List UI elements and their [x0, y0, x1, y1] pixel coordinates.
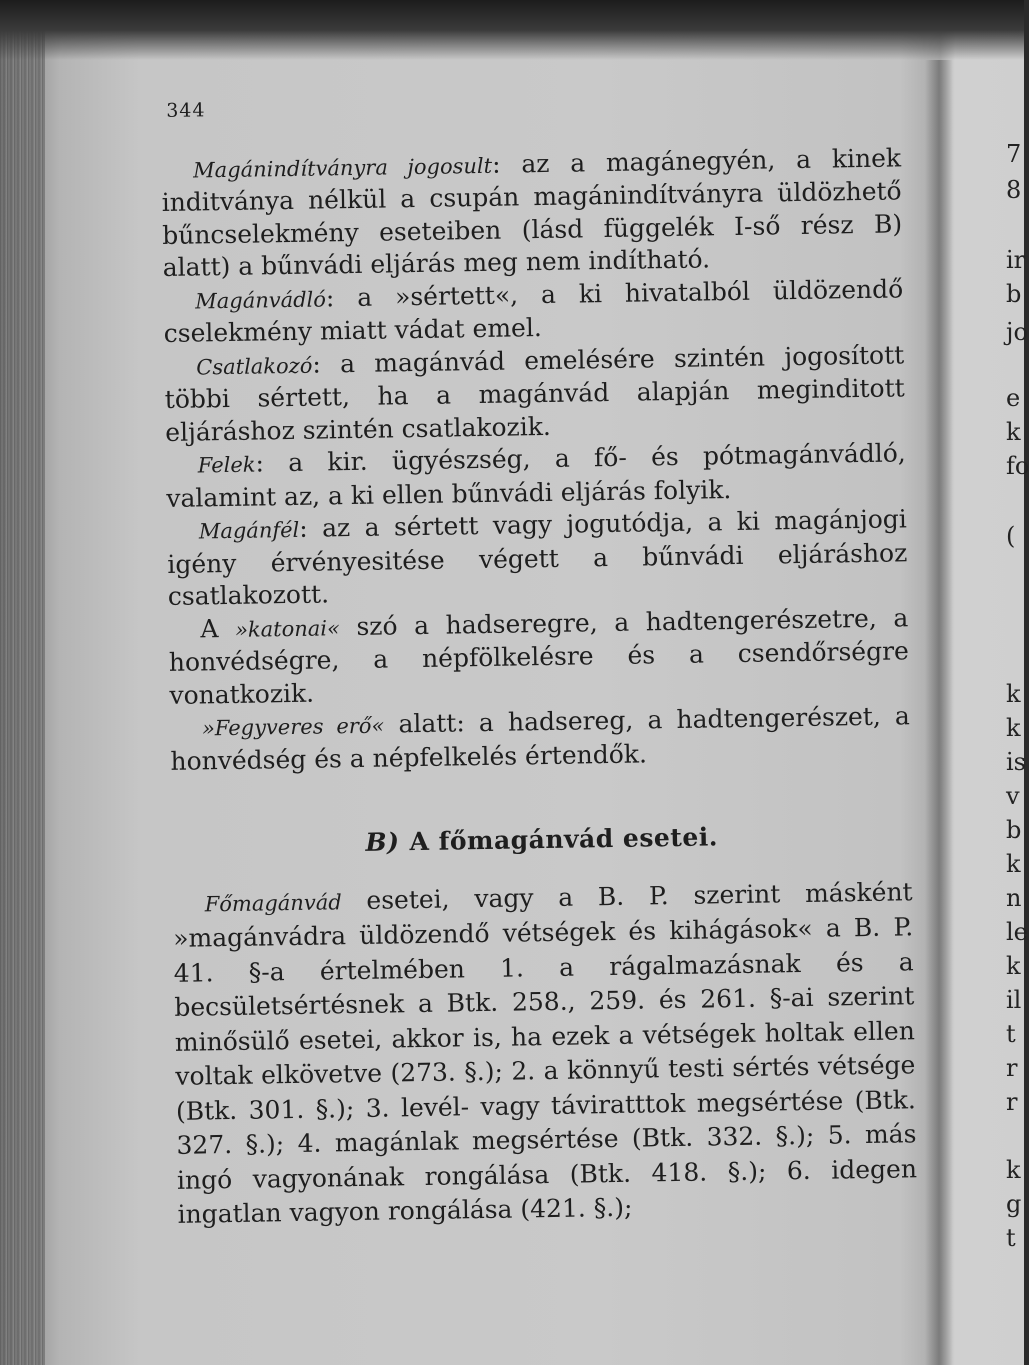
definition-text: : az a magánegyén, a kinek inditványa nélkül a csupán magánindítványra üldözhető bűncselekmény eseteiben (lásd függelék I-ső rész B) alatt) a bűnvádi eljárás meg nem indítható.	[161, 142, 903, 282]
fragment: ir	[1006, 246, 1026, 274]
fragment: t	[1006, 1020, 1016, 1048]
definition-paragraph	[161, 142, 903, 285]
definition-text: : a magánvád emelésére szintén jogosított többi sértett, ha a magánvád alapján meginditott eljáráshoz szintén csatlakozik.	[164, 339, 905, 447]
fragment: (	[1006, 522, 1016, 550]
definition-paragraph	[168, 602, 909, 712]
definition-text: : a kir. ügyészség, a fő- és pótmagánvádló, valamint az, a ki ellen bűnvádi eljárás folyik.	[166, 438, 906, 513]
fragment: k	[1006, 714, 1021, 742]
defined-term: »katonai«	[234, 615, 341, 642]
defined-term: Magánvádló	[195, 286, 327, 313]
book-page	[160, 83, 918, 1232]
defined-term: Felek	[197, 452, 256, 478]
definition-paragraph	[170, 700, 911, 778]
section-title: A főmagánvád esetei.	[409, 822, 719, 857]
fragment: il	[1006, 986, 1022, 1014]
fragment: fo	[1006, 452, 1029, 480]
fragment: k	[1006, 850, 1021, 878]
page-stack-edge	[0, 0, 45, 1365]
definition-text: : a »sértett«, a ki hivatalból üldözendő cselekmény miatt vádat emel.	[163, 273, 904, 348]
section-letter: B)	[365, 827, 400, 857]
fragment: g	[1006, 1190, 1022, 1218]
definition-paragraph	[167, 503, 908, 613]
fragment: k	[1006, 418, 1021, 446]
fragment: le	[1006, 918, 1028, 946]
definition-text: : az a sértett vagy jogutódja, a ki magánjogi igény érvényesitése végett a bűnvádi eljáráshoz csatlakozott.	[167, 504, 908, 611]
defined-term: Főmagánvád	[204, 889, 342, 916]
fragment: b	[1006, 816, 1022, 844]
fragment: is	[1006, 748, 1026, 776]
section-heading	[172, 818, 912, 862]
fragment: 7	[1006, 140, 1022, 168]
paragraph-prefix: A	[200, 613, 236, 643]
book-gutter	[925, 60, 953, 1365]
fragment: v	[1006, 782, 1020, 810]
defined-term: Magánfél	[198, 517, 300, 544]
section-text: esetei, vagy a B. P. szerint másként »magánvádra üldözendő vétségek és kihágások« a B. P. 41. §-a értelmében 1. a rágalmazásnak és a becsületsértésnek a Btk. 258., 259. és 261. §-ai szerint minősülő esetei, akkor is, ha ezek a vétségek holtak ellen voltak elkövetve (273. §.); 2. a könnyű testi sértés vétsége (Btk. 301. §.); 3. levél- vagy táviratttok megsértése (Btk. 327. §.); 4. magánlak megsértése (Btk. 332. §.); 5. más ingó vagyonának rongálása (Btk. 418. §.); 6. idegen ingatlan vagyon rongálása (421. §.);	[173, 876, 918, 1229]
fragment: b	[1006, 280, 1022, 308]
fragment: 8	[1006, 176, 1022, 204]
fragment: k	[1006, 680, 1021, 708]
definition-paragraph	[166, 437, 907, 515]
section-paragraph	[172, 875, 917, 1233]
fragment: t	[1006, 1224, 1016, 1252]
definition-paragraph	[163, 273, 904, 351]
fragment: r	[1006, 1088, 1018, 1116]
defined-term: Magánindítványra jogosult	[192, 153, 493, 182]
fragment: r	[1006, 1054, 1018, 1082]
fragment: e	[1006, 384, 1021, 412]
fragment: k	[1006, 1156, 1021, 1184]
defined-term: »Fegyveres erő«	[201, 713, 385, 741]
definition-paragraph	[164, 339, 905, 449]
definition-text: alatt: a hadsereg, a hadtengerészet, a honvédség és a népfelkelés értendők.	[170, 701, 911, 776]
top-shadow	[0, 0, 1024, 60]
page-number: 344	[166, 99, 206, 122]
fragment: k	[1006, 952, 1021, 980]
fragment: jo	[1006, 318, 1028, 346]
defined-term: Csatlakozó	[196, 353, 313, 379]
fragment: n	[1006, 884, 1022, 912]
definition-text: szó a hadseregre, a hadtengerészetre, a honvédségre, a népfölkelésre és a csendőrségre vonatkozik.	[168, 602, 910, 710]
